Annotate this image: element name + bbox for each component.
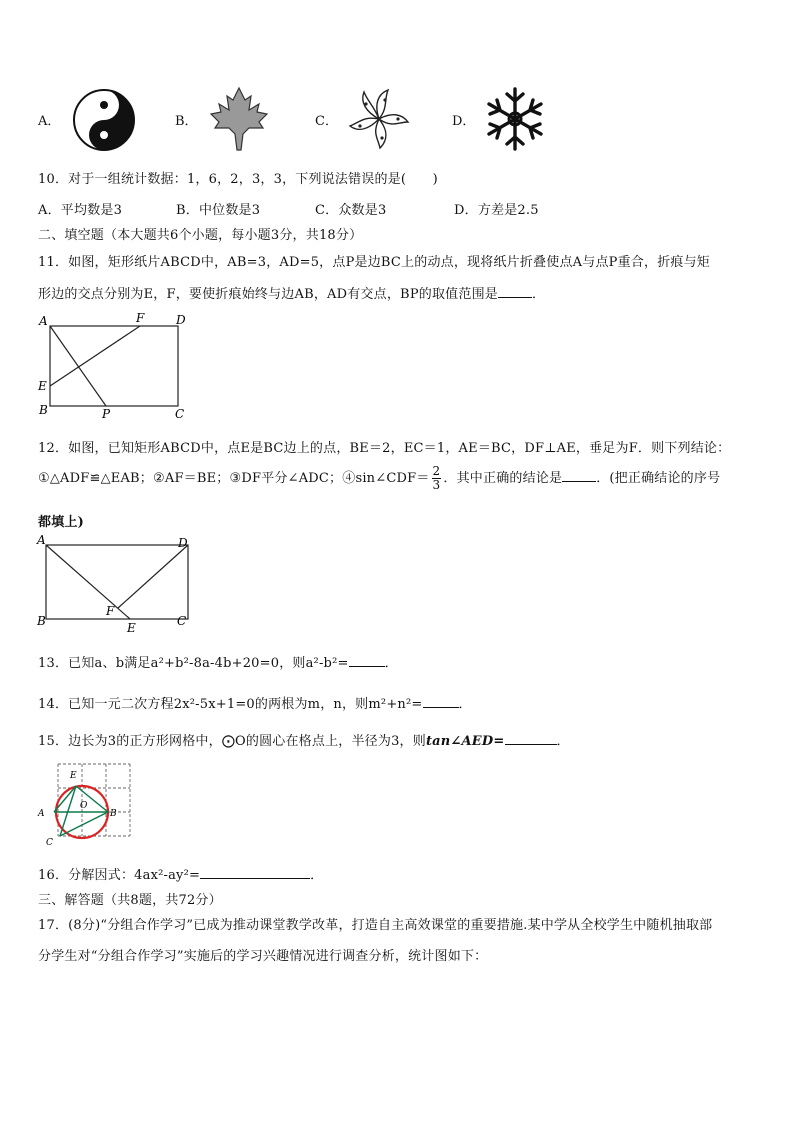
q15-text-a: 15．边长为3的正方形网格中，⨀O的圆心在格点上，半径为3，则 [38, 734, 426, 749]
q11-line-2 [38, 283, 545, 302]
q12-label-b: B [37, 614, 46, 628]
q17-line-1: 17．(8分)“分组合作学习”已成为推动课堂教学改革，打造自主高效课堂的重要措施.某中学从全校学生中随机抽取部 [38, 918, 713, 933]
q12-label-f: F [106, 604, 115, 618]
q16-text: 16．分解因式：4ax²-ay²= [38, 868, 201, 883]
q15-text-b: tan∠AED= [425, 734, 505, 749]
q12-line-3: 都填上) [38, 515, 84, 530]
q11-label-b: B [39, 403, 48, 417]
q11-label-e: E [38, 379, 47, 393]
q15-label-b: B [110, 809, 117, 819]
q12-line-2-part-c: ．(把正确结论的序号 [596, 471, 721, 486]
q11-answer-blank[interactable] [498, 285, 532, 298]
q11-line-2-text: 形边的交点分别为E，F，要使折痕始终与边AB，AD有交点，BP的取值范围是 [38, 287, 498, 302]
q11-label-f: F [136, 311, 145, 325]
yin-yang-icon [68, 84, 140, 156]
q11-label-p: P [102, 407, 111, 421]
q10-option-c: C．众数是3 [315, 203, 387, 218]
q9-option-d-label: D． [452, 114, 476, 129]
q16-answer-blank[interactable] [200, 866, 310, 879]
q11-label-a: A [39, 314, 48, 328]
q12-label-d: D [178, 536, 188, 550]
q10-option-a: A．平均数是3 [38, 203, 123, 218]
q13-line [38, 652, 398, 671]
q9-option-a-label: A． [38, 114, 61, 129]
q14-text: 14．已知一元二次方程2x²-5x+1=0的两根为m，n，则m²+n²= [38, 697, 423, 712]
q13-text: 13．已知a、b满足a²+b²-8a-4b+20=0，则a²-b²= [38, 656, 349, 671]
q10-option-d: D．方差是2.5 [454, 203, 539, 218]
q11-label-c: C [175, 407, 185, 421]
q11-rectangle-figure [36, 310, 196, 425]
q11-label-d: D [176, 313, 186, 327]
q15-line [38, 730, 570, 749]
q12-label-a: A [37, 533, 46, 547]
q10-option-b: B．中位数是3 [176, 203, 261, 218]
q12-fraction [432, 465, 442, 492]
section-3-heading: 三、解答题（共8题，共72分） [38, 893, 222, 908]
snowflake-icon [480, 84, 550, 154]
q15-answer-blank[interactable] [505, 732, 557, 745]
q13-answer-blank[interactable] [349, 654, 385, 667]
q15-label-c: C [46, 838, 53, 846]
q12-label-c: C [177, 614, 187, 628]
q10-stem: 10．对于一组统计数据：1，6，2，3，3，下列说法错误的是( ) [38, 172, 438, 187]
q15-grid-circle-figure [34, 758, 136, 846]
q12-label-e: E [127, 621, 136, 635]
q15-label-e: E [70, 771, 77, 781]
q13-end: ． [384, 656, 398, 671]
q16-end: ． [310, 868, 324, 883]
q15-label-a: A [38, 809, 45, 819]
q11-line-2-end: ． [531, 287, 546, 302]
q9-option-b-label: B． [175, 114, 198, 129]
section-2-heading: 二、填空题（本大题共6个小题，每小题3分，共18分） [38, 228, 363, 243]
q14-end: ． [458, 697, 472, 712]
q12-line-2-part-b: ．其中正确的结论是 [443, 471, 563, 486]
q15-label-o: O [80, 801, 88, 811]
q12-fraction-denominator: 3 [432, 478, 441, 492]
q11-line-1: 11．如图，矩形纸片ABCD中，AB=3，AD=5，点P是边BC上的动点，现将纸片折叠使点A与点P重合，折痕与矩 [38, 255, 710, 270]
q12-line-2-part-a: ①△ADF≌△EAB；②AF＝BE；③DF平分∠ADC；④sin∠CDF＝ [38, 471, 430, 486]
q16-line [38, 864, 323, 883]
q15-end: ． [556, 734, 570, 749]
bauhinia-flower-icon [340, 84, 418, 154]
q14-answer-blank[interactable] [423, 695, 459, 708]
q12-line-1: 12．如图，已知矩形ABCD中，点E是BC边上的点，BE＝2，EC＝1，AE＝BC，DF⊥AE，垂足为F．则下列结论： [38, 441, 731, 456]
q12-fraction-numerator: 2 [432, 464, 441, 478]
q12-line-2 [38, 465, 720, 492]
q17-line-2: 分学生对“分组合作学习”实施后的学习兴趣情况进行调查分析，统计图如下： [38, 949, 488, 964]
q9-option-c-label: C． [315, 114, 338, 129]
maple-leaf-icon [205, 84, 273, 154]
q12-rectangle-figure [34, 533, 196, 637]
q14-line [38, 693, 472, 712]
q12-answer-blank[interactable] [562, 469, 596, 482]
